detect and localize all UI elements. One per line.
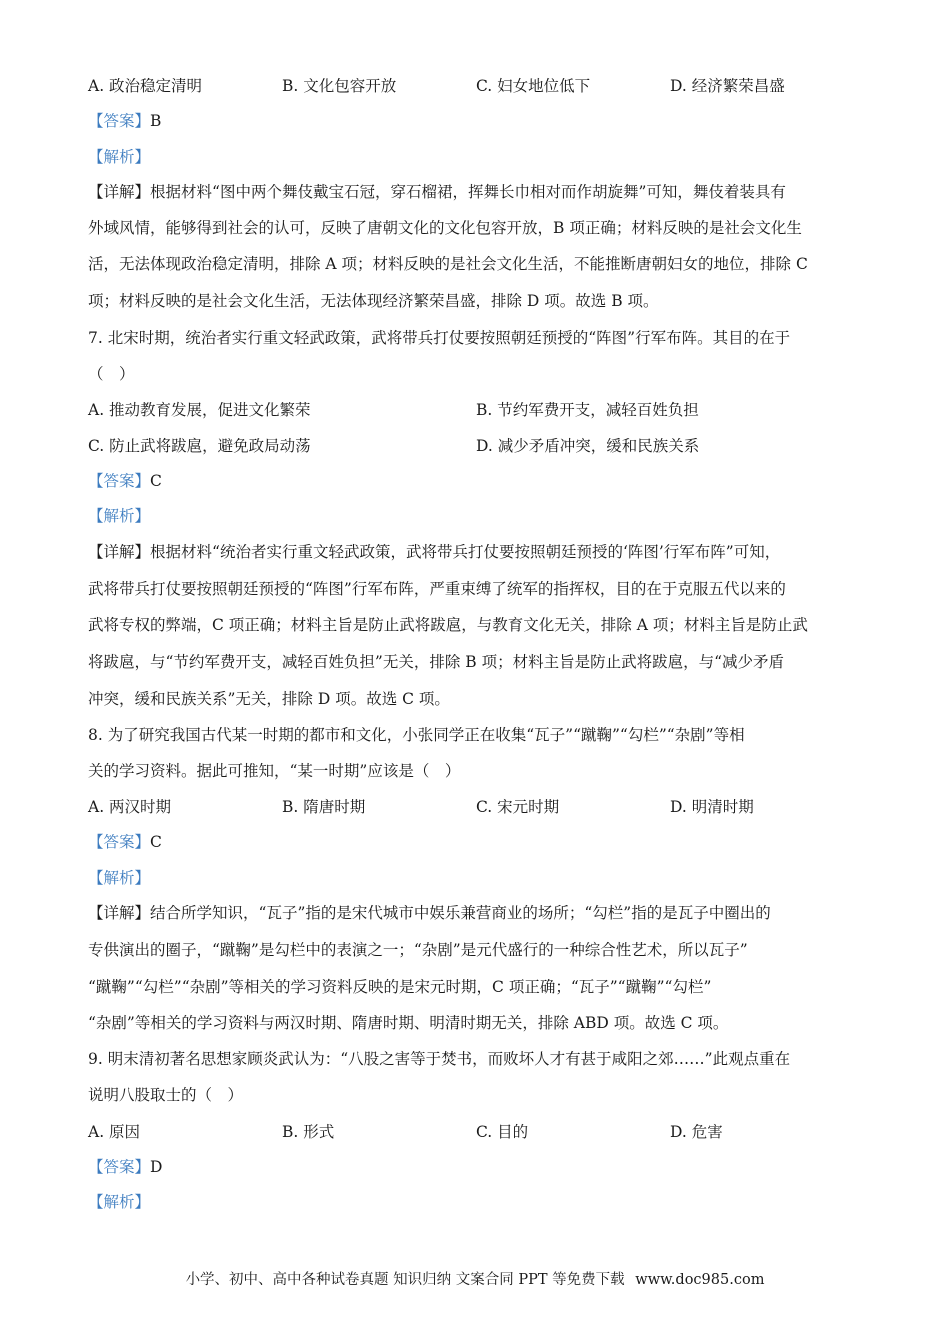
q8-option-d: D. 明清时期 — [670, 798, 754, 816]
q7-option-d: D. 减少矛盾冲突，缓和民族关系 — [476, 437, 700, 455]
q8-detail-line: 专供演出的圈子，“蹴鞠”是勾栏中的表演之一；“杂剧”是元代盛行的一种综合性艺术，所以瓦子” — [88, 941, 748, 959]
q9-option-d: D. 危害 — [670, 1123, 723, 1141]
q7-option-a: A. 推动教育发展，促进文化繁荣 — [88, 401, 311, 419]
answer-value: C — [150, 833, 162, 851]
q6-option-c: C. 妇女地位低下 — [476, 77, 591, 95]
detail-tag: 【详解】 — [88, 904, 151, 922]
q8-detail-line — [88, 902, 868, 924]
q7-detail-line — [88, 541, 868, 563]
q6-detail-line: 外域风情，能够得到社会的认可，反映了唐朝文化的文化包容开放，B 项正确；材料反映的是社会文化生 — [88, 219, 802, 237]
q7-detail-line: 武将专权的弊端，C 项正确；材料主旨是防止武将跋扈，与教育文化无关，排除 A 项；材料主旨是防止武 — [88, 616, 808, 634]
answer-tag: 【答案】 — [88, 833, 151, 851]
q8-answer — [88, 831, 868, 853]
answer-value: B — [150, 112, 162, 130]
q9-stem-line: 9. 明末清初著名思想家顾炎武认为：“八股之害等于焚书，而败坏人才有甚于咸阳之郊……”此观点重在 — [88, 1050, 791, 1068]
detail-text: 根据材料“图中两个舞伎戴宝石冠，穿石榴裙，挥舞长巾相对而作胡旋舞”可知，舞伎着装具有 — [150, 183, 786, 201]
q9-stem-line: 说明八股取士的（ ） — [88, 1086, 244, 1104]
q6-detail-line: 项；材料反映的是社会文化生活，无法体现经济繁荣昌盛，排除 D 项。故选 B 项。 — [88, 292, 659, 310]
detail-tag: 【详解】 — [88, 543, 151, 561]
detail-tag: 【详解】 — [88, 183, 151, 201]
q8-analysis-tag: 【解析】 — [88, 869, 151, 887]
q7-detail-line: 武将带兵打仗要按照朝廷预授的“阵图”行军布阵，严重束缚了统军的指挥权，目的在于克服五代以来的 — [88, 580, 786, 598]
q7-stem-line: （ ） — [88, 365, 135, 383]
q7-detail-line: 冲突，缓和民族关系”无关，排除 D 项。故选 C 项。 — [88, 690, 450, 708]
answer-value: C — [150, 472, 162, 490]
q6-option-b: B. 文化包容开放 — [282, 77, 397, 95]
q8-option-c: C. 宋元时期 — [476, 798, 560, 816]
answer-tag: 【答案】 — [88, 112, 151, 130]
q7-option-b: B. 节约军费开支，减轻百姓负担 — [476, 401, 699, 419]
q6-detail-line — [88, 181, 868, 203]
q7-stem-line: 7. 北宋时期，统治者实行重文轻武政策，武将带兵打仗要按照朝廷预授的“阵图”行军布阵。其目的在于 — [88, 329, 791, 347]
q9-option-b: B. 形式 — [282, 1123, 335, 1141]
q7-analysis-tag: 【解析】 — [88, 507, 151, 525]
footer-link[interactable]: www.doc985.com — [635, 1272, 765, 1288]
q6-detail-line: 活，无法体现政治稳定清明，排除 A 项；材料反映的是社会文化生活，不能推断唐朝妇女的地位，排除 C — [88, 255, 808, 273]
q7-answer — [88, 470, 868, 492]
q6-option-d: D. 经济繁荣昌盛 — [670, 77, 785, 95]
q8-stem-line: 8. 为了研究我国古代某一时期的都市和文化，小张同学正在收集“瓦子”“蹴鞠”“勾栏”“杂剧”等相 — [88, 726, 745, 744]
q9-answer — [88, 1156, 868, 1178]
q8-detail-line: “蹴鞠”“勾栏”“杂剧”等相关的学习资料反映的是宋元时期，C 项正确；“瓦子”“蹴鞠”“勾栏” — [88, 978, 712, 996]
page-footer — [0, 1268, 950, 1289]
q7-detail-line: 将跋扈，与“节约军费开支，减轻百姓负担”无关，排除 B 项；材料主旨是防止武将跋扈，与“减少矛盾 — [88, 653, 785, 671]
detail-text: 结合所学知识，“瓦子”指的是宋代城市中娱乐兼营商业的场所；“勾栏”指的是瓦子中圈出的 — [150, 904, 771, 922]
q6-option-a: A. 政治稳定清明 — [88, 77, 203, 95]
footer-text: 小学、初中、高中各种试卷真题 知识归纳 文案合同 PPT 等免费下载 — [185, 1272, 625, 1288]
answer-tag: 【答案】 — [88, 1158, 151, 1176]
q8-detail-line: “杂剧”等相关的学习资料与两汉时期、隋唐时期、明清时期无关，排除 ABD 项。故选 C 项。 — [88, 1014, 729, 1032]
q8-option-a: A. 两汉时期 — [88, 798, 172, 816]
q8-option-b: B. 隋唐时期 — [282, 798, 366, 816]
q7-option-c: C. 防止武将跋扈，避免政局动荡 — [88, 437, 311, 455]
q9-option-c: C. 目的 — [476, 1123, 529, 1141]
answer-value: D — [150, 1158, 163, 1176]
q6-answer — [88, 110, 868, 132]
q9-analysis-tag: 【解析】 — [88, 1193, 151, 1211]
q9-option-a: A. 原因 — [88, 1123, 141, 1141]
q8-stem-line: 关的学习资料。据此可推知，“某一时期”应该是（ ） — [88, 762, 461, 780]
q6-analysis-tag: 【解析】 — [88, 148, 151, 166]
answer-tag: 【答案】 — [88, 472, 151, 490]
detail-text: 根据材料“统治者实行重文轻武政策，武将带兵打仗要按照朝廷预授的‘阵图’行军布阵”可知， — [150, 543, 781, 561]
